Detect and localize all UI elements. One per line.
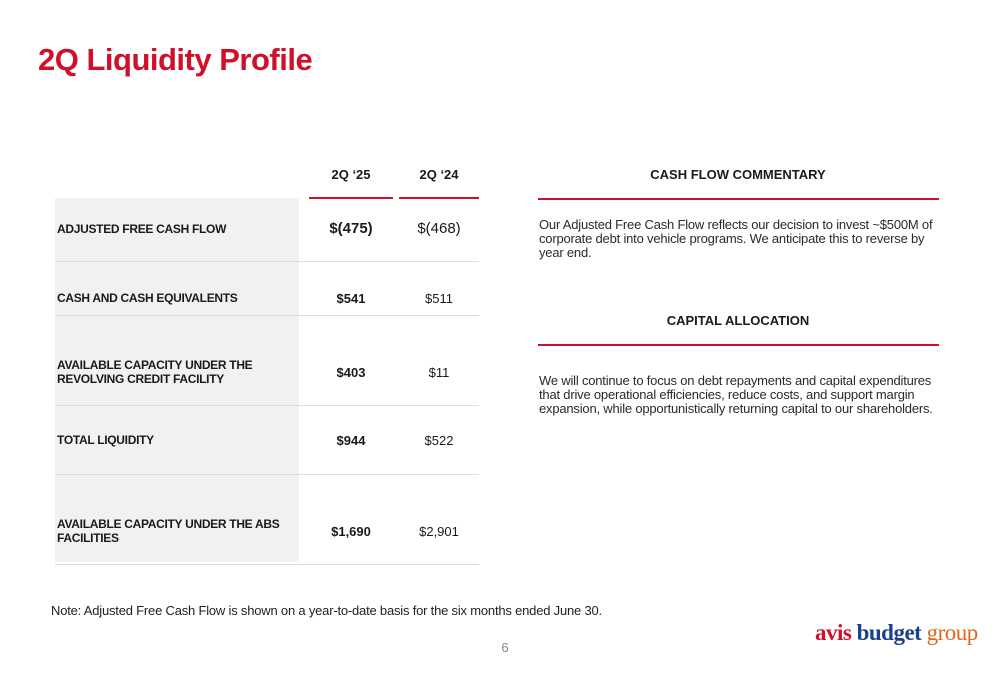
value-2q24: $(468): [417, 220, 461, 237]
allocation-rule: [538, 344, 939, 346]
value-2q25: $944: [336, 433, 366, 448]
value-2q24: $2,901: [419, 524, 459, 539]
table-row: [55, 475, 479, 565]
logo-part-budget: budget: [856, 620, 922, 645]
commentary-text: Our Adjusted Free Cash Flow reflects our decision to invest ~$500M of corporate debt into vehicle programs. We anticipate this to reverse by year end.: [539, 217, 933, 260]
value-2q25: $541: [336, 291, 366, 306]
page-number: 6: [501, 640, 509, 655]
allocation-text: We will continue to focus on debt repayments and capital expenditures that drive operational efficiencies, reduce costs, and support margin expansion, while opportunistically returning capital to our shareholders.: [539, 373, 933, 416]
table-row: [55, 198, 479, 262]
row-label: AVAILABLE CAPACITY UNDER THE ABS FACILITIES: [57, 517, 280, 545]
value-2q24: $511: [425, 291, 453, 306]
value-2q24: $522: [424, 433, 454, 448]
value-2q25: $1,690: [331, 524, 371, 539]
value-2q25: $403: [336, 365, 366, 380]
allocation-heading: CAPITAL ALLOCATION: [666, 313, 810, 328]
table-row: [55, 406, 479, 475]
table-row: [55, 262, 479, 316]
commentary-heading: CASH FLOW COMMENTARY: [650, 167, 826, 182]
column-header-2q25: 2Q ‘25: [331, 167, 371, 182]
logo-part-group: group: [926, 620, 978, 645]
row-label: TOTAL LIQUIDITY: [57, 433, 154, 447]
footnote: Note: Adjusted Free Cash Flow is shown on a year-to-date basis for the six months ended June 30.: [51, 603, 602, 618]
row-label: AVAILABLE CAPACITY UNDER THE REVOLVING CREDIT FACILITY: [57, 358, 253, 386]
row-label: CASH AND CASH EQUIVALENTS: [57, 291, 238, 305]
value-2q24: $11: [428, 365, 450, 380]
page-title: 2Q Liquidity Profile: [38, 42, 313, 77]
commentary-rule: [538, 198, 939, 200]
column-header-2q24: 2Q ‘24: [419, 167, 459, 182]
value-2q25: $(475): [329, 220, 373, 237]
company-logo: [815, 620, 978, 646]
row-label: ADJUSTED FREE CASH FLOW: [57, 222, 227, 236]
logo-part-avis: avis: [815, 620, 852, 645]
table-row: [55, 316, 479, 406]
